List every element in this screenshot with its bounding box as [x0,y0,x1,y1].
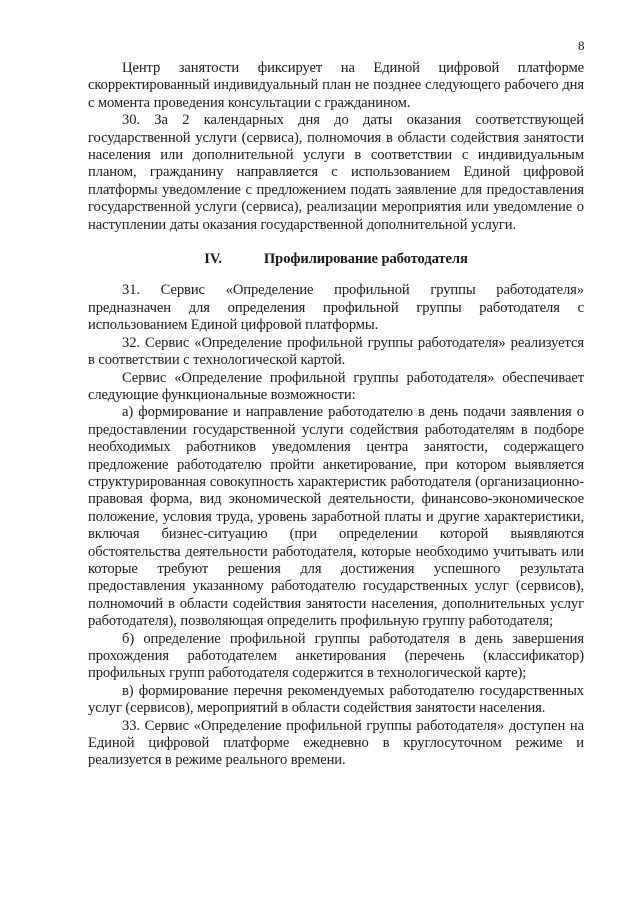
paragraph-31: 31. Сервис «Определение профильной группы работодателя» предназначен для определения профильной группы работодателя с использованием Единой цифровой платформы. [88,282,584,334]
section-number: IV. [204,251,222,268]
page-number: 8 [578,38,585,53]
list-item-v: в) формирование перечня рекомендуемых работодателю государственных услуг (сервисов), мероприятий в области содействия занятости населения. [88,682,584,717]
paragraph-33: 33. Сервис «Определение профильной группы работодателя» доступен на Единой цифровой платформе ежедневно в круглосуточном режиме и реализуется в режиме реального времени. [88,717,584,769]
paragraph-capabilities-intro: Сервис «Определение профильной группы работодателя» обеспечивает следующие функциональные возможности: [88,369,584,403]
paragraph-plan-correction: Центр занятости фиксирует на Единой цифровой платформе скорректированный индивидуальный план не позднее следующего рабочего дня с момента проведения консультации с гражданином. [88,60,584,111]
section-title: Профилирование работодателя [263,251,468,268]
list-item-a: а) формирование и направление работодателю в день подачи заявления о предоставлении государственной услуги содействия работодателям в подборе необходимых работников уведомления центра занятости, содержащего предложение работодателю пройти анкетирование, при котором выявляется структурированная совокупность характеристик работодателя (организационно-правовая форма, вид экономической деятельности, финансово-экономическое положение, условия труда, уровень заработной платы и другие характеристики, включая бизнес-ситуацию (при определении которой выявляются обстоятельства деятельности работодателя, которые необходимо учитывать или которые требуют решения для достижения успешного результата предоставления указанному работодателю государственных услуг (сервисов), полномочий в области содействия занятости населения, дополнительных услуг работодателя), позволяющая определить профильную группу работодателя; [88,404,584,630]
paragraph-32: 32. Сервис «Определение профильной группы работодателя» реализуется в соответствии с технологической картой. [88,334,584,369]
list-item-b: б) определение профильной группы работодателя в день завершения прохождения работодателем анкетирования (перечень (классификатор) профильных групп работодателя содержится в технологической карте); [88,630,584,682]
paragraph-30: 30. За 2 календарных дня до даты оказания соответствующей государственной услуги (сервиса), полномочия в области содействия занятости населения или дополнительной услуги в соответствии с индивидуальным планом, гражданину направляется с использованием Единой цифровой платформы уведомление с предложением подать заявление для предоставления государственной услуги (сервиса), реализации мероприятия или уведомление о наступлении даты оказания государственной дополнительной услуги. [88,112,584,233]
document-body [88,60,584,770]
section-heading [88,251,584,268]
